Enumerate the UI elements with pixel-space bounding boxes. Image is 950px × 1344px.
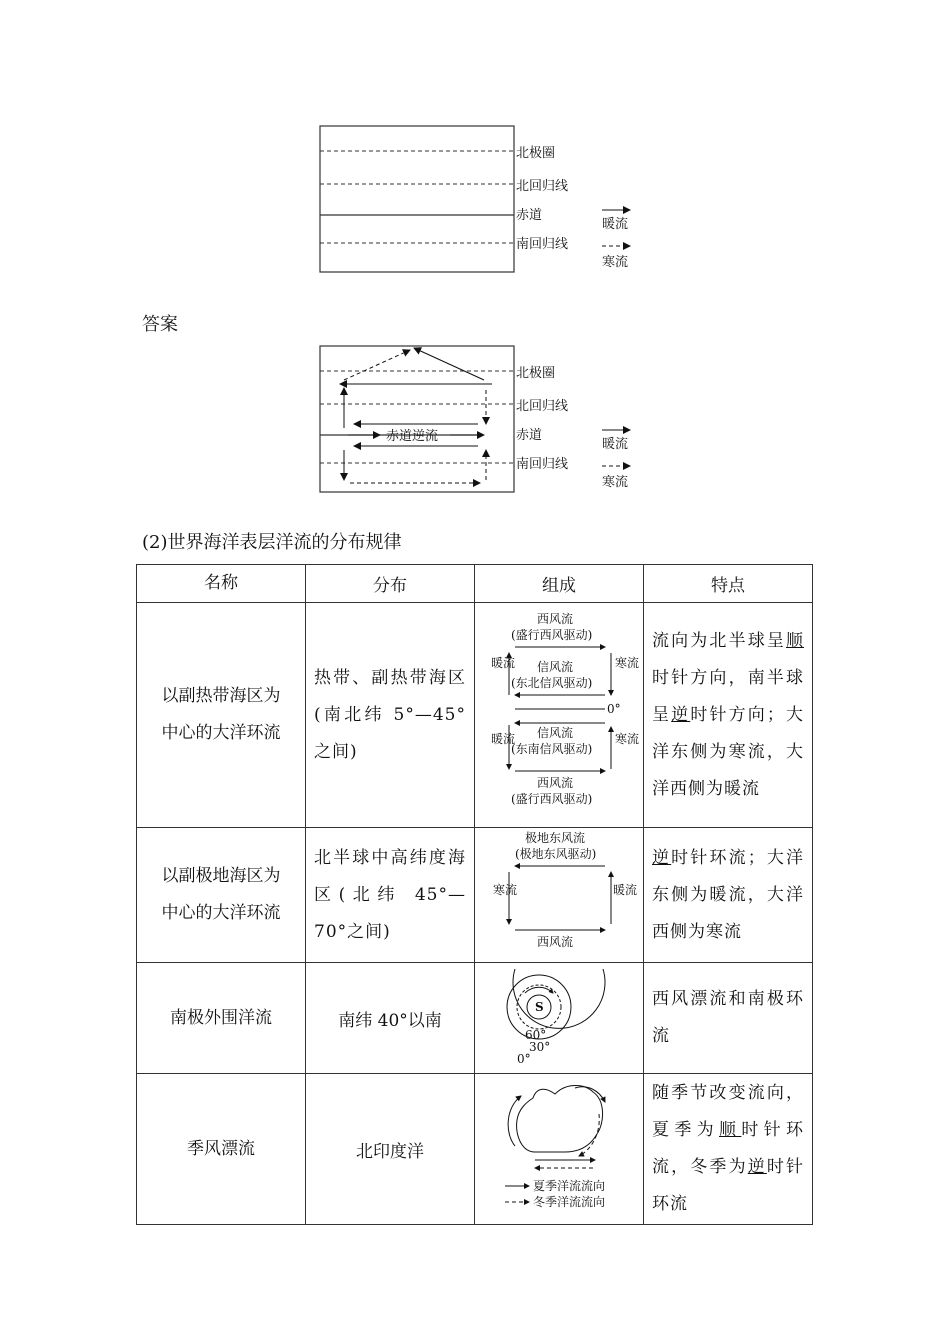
subpolar-warm-arrow — [414, 348, 484, 380]
cold-legend-label: 寒流 — [602, 255, 629, 270]
row-diagram — [475, 603, 644, 828]
ocean-current-table — [136, 564, 813, 1225]
frame-box — [320, 126, 514, 272]
arctic-circle-label: 北极圈 — [516, 146, 556, 161]
frame-box — [320, 346, 514, 492]
trade-s-cause: (东南信风驱动) — [511, 742, 593, 756]
header-distribution: 分布 — [306, 565, 475, 603]
tropic-capricorn-label: 南回归线 — [516, 237, 569, 252]
cold-label-n: 寒流 — [615, 656, 640, 670]
header-name: 名称 — [137, 565, 306, 603]
row-name: 以副极地海区为 中心的大洋环流 — [137, 828, 306, 963]
polar-label: 极地东风流 — [525, 831, 586, 845]
equator-label: 0° — [607, 702, 621, 716]
equator-label: 赤道 — [516, 208, 543, 223]
west-wind-label: 西风流 — [537, 935, 574, 949]
tropic-capricorn-label: 南回归线 — [516, 457, 569, 472]
header-composition: 组成 — [475, 565, 644, 603]
answer-ocean-current-figure — [300, 340, 660, 500]
table-row — [137, 1074, 813, 1225]
west-wind-s-cause: (盛行西风驱动) — [511, 792, 593, 806]
cold-legend-label: 寒流 — [602, 475, 629, 490]
row-features: 随季节改变流向，夏季为顺时针环流，冬季为逆时针环流 — [644, 1074, 813, 1225]
header-features: 特点 — [644, 565, 813, 603]
row-distribution: 南纬 40°以南 — [306, 963, 475, 1074]
row-features: 流向为北半球呈顺时针方向，南半球呈逆时针方向；大洋东侧为寒流，大洋西侧为暖流 — [644, 603, 813, 828]
polar-cause: (极地东风驱动) — [515, 847, 597, 861]
winter-legend-label: 冬季洋流流向 — [533, 1195, 606, 1209]
row-diagram — [475, 828, 644, 963]
warm-legend-label: 暖流 — [602, 217, 629, 232]
winter-east-arrow — [579, 1114, 599, 1156]
latitude-frame-figure — [300, 120, 660, 280]
table-row — [137, 603, 813, 828]
subtropical-gyre-diagram — [475, 603, 643, 823]
west-wind-s-label: 西风流 — [537, 776, 574, 790]
west-wind-n-label: 西风流 — [537, 612, 574, 626]
row-distribution: 北印度洋 — [306, 1074, 475, 1225]
monsoon-drift-diagram — [475, 1074, 643, 1220]
coastline — [517, 1086, 603, 1153]
lat0-label: 0° — [517, 1052, 531, 1066]
row-distribution: 北半球中高纬度海区(北纬 45°—70°之间) — [306, 828, 475, 963]
antarctic-current-diagram — [475, 963, 643, 1069]
subpolar-cold-arrow — [344, 350, 410, 380]
trade-n-cause: (东北信风驱动) — [511, 676, 593, 690]
west-wind-n-cause: (盛行西风驱动) — [511, 628, 593, 642]
subpolar-gyre-diagram — [475, 828, 643, 958]
pole-label: S — [535, 1000, 544, 1014]
table-header-row — [137, 565, 813, 603]
row-name: 季风漂流 — [137, 1074, 306, 1225]
warm-label: 暖流 — [613, 883, 638, 897]
tropic-cancer-label: 北回归线 — [516, 399, 569, 414]
table-row — [137, 963, 813, 1074]
counter-current-label: 赤道逆流 — [386, 429, 439, 444]
trade-s-label: 信风流 — [537, 726, 574, 740]
equator-label: 赤道 — [516, 428, 543, 443]
row-features: 西风漂流和南极环流 — [644, 963, 813, 1074]
warm-legend-label: 暖流 — [602, 437, 629, 452]
row-diagram — [475, 1074, 644, 1225]
lat60-label: 60° — [525, 1028, 547, 1042]
drift-arrow — [525, 987, 553, 993]
table-row — [137, 828, 813, 963]
row-features: 逆时针环流；大洋东侧为暖流，大洋西侧为寒流 — [644, 828, 813, 963]
trade-n-label: 信风流 — [537, 660, 574, 674]
cold-label-s: 寒流 — [615, 732, 640, 746]
row-name: 以副热带海区为 中心的大洋环流 — [137, 603, 306, 828]
warm-label-n: 暖流 — [491, 656, 516, 670]
answer-label: 答案 — [142, 314, 178, 335]
warm-label-s: 暖流 — [491, 732, 516, 746]
tropic-cancer-label: 北回归线 — [516, 179, 569, 194]
lat30-label: 30° — [529, 1040, 551, 1054]
row-distribution: 热带、副热带海区(南北纬 5°—45°之间) — [306, 603, 475, 828]
row-name: 南极外围洋流 — [137, 963, 306, 1074]
section-title: (2)世界海洋表层洋流的分布规律 — [142, 532, 402, 553]
row-diagram — [475, 963, 644, 1074]
arctic-circle-label: 北极圈 — [516, 366, 556, 381]
summer-legend-label: 夏季洋流流向 — [533, 1179, 606, 1193]
cold-label: 寒流 — [493, 883, 518, 897]
